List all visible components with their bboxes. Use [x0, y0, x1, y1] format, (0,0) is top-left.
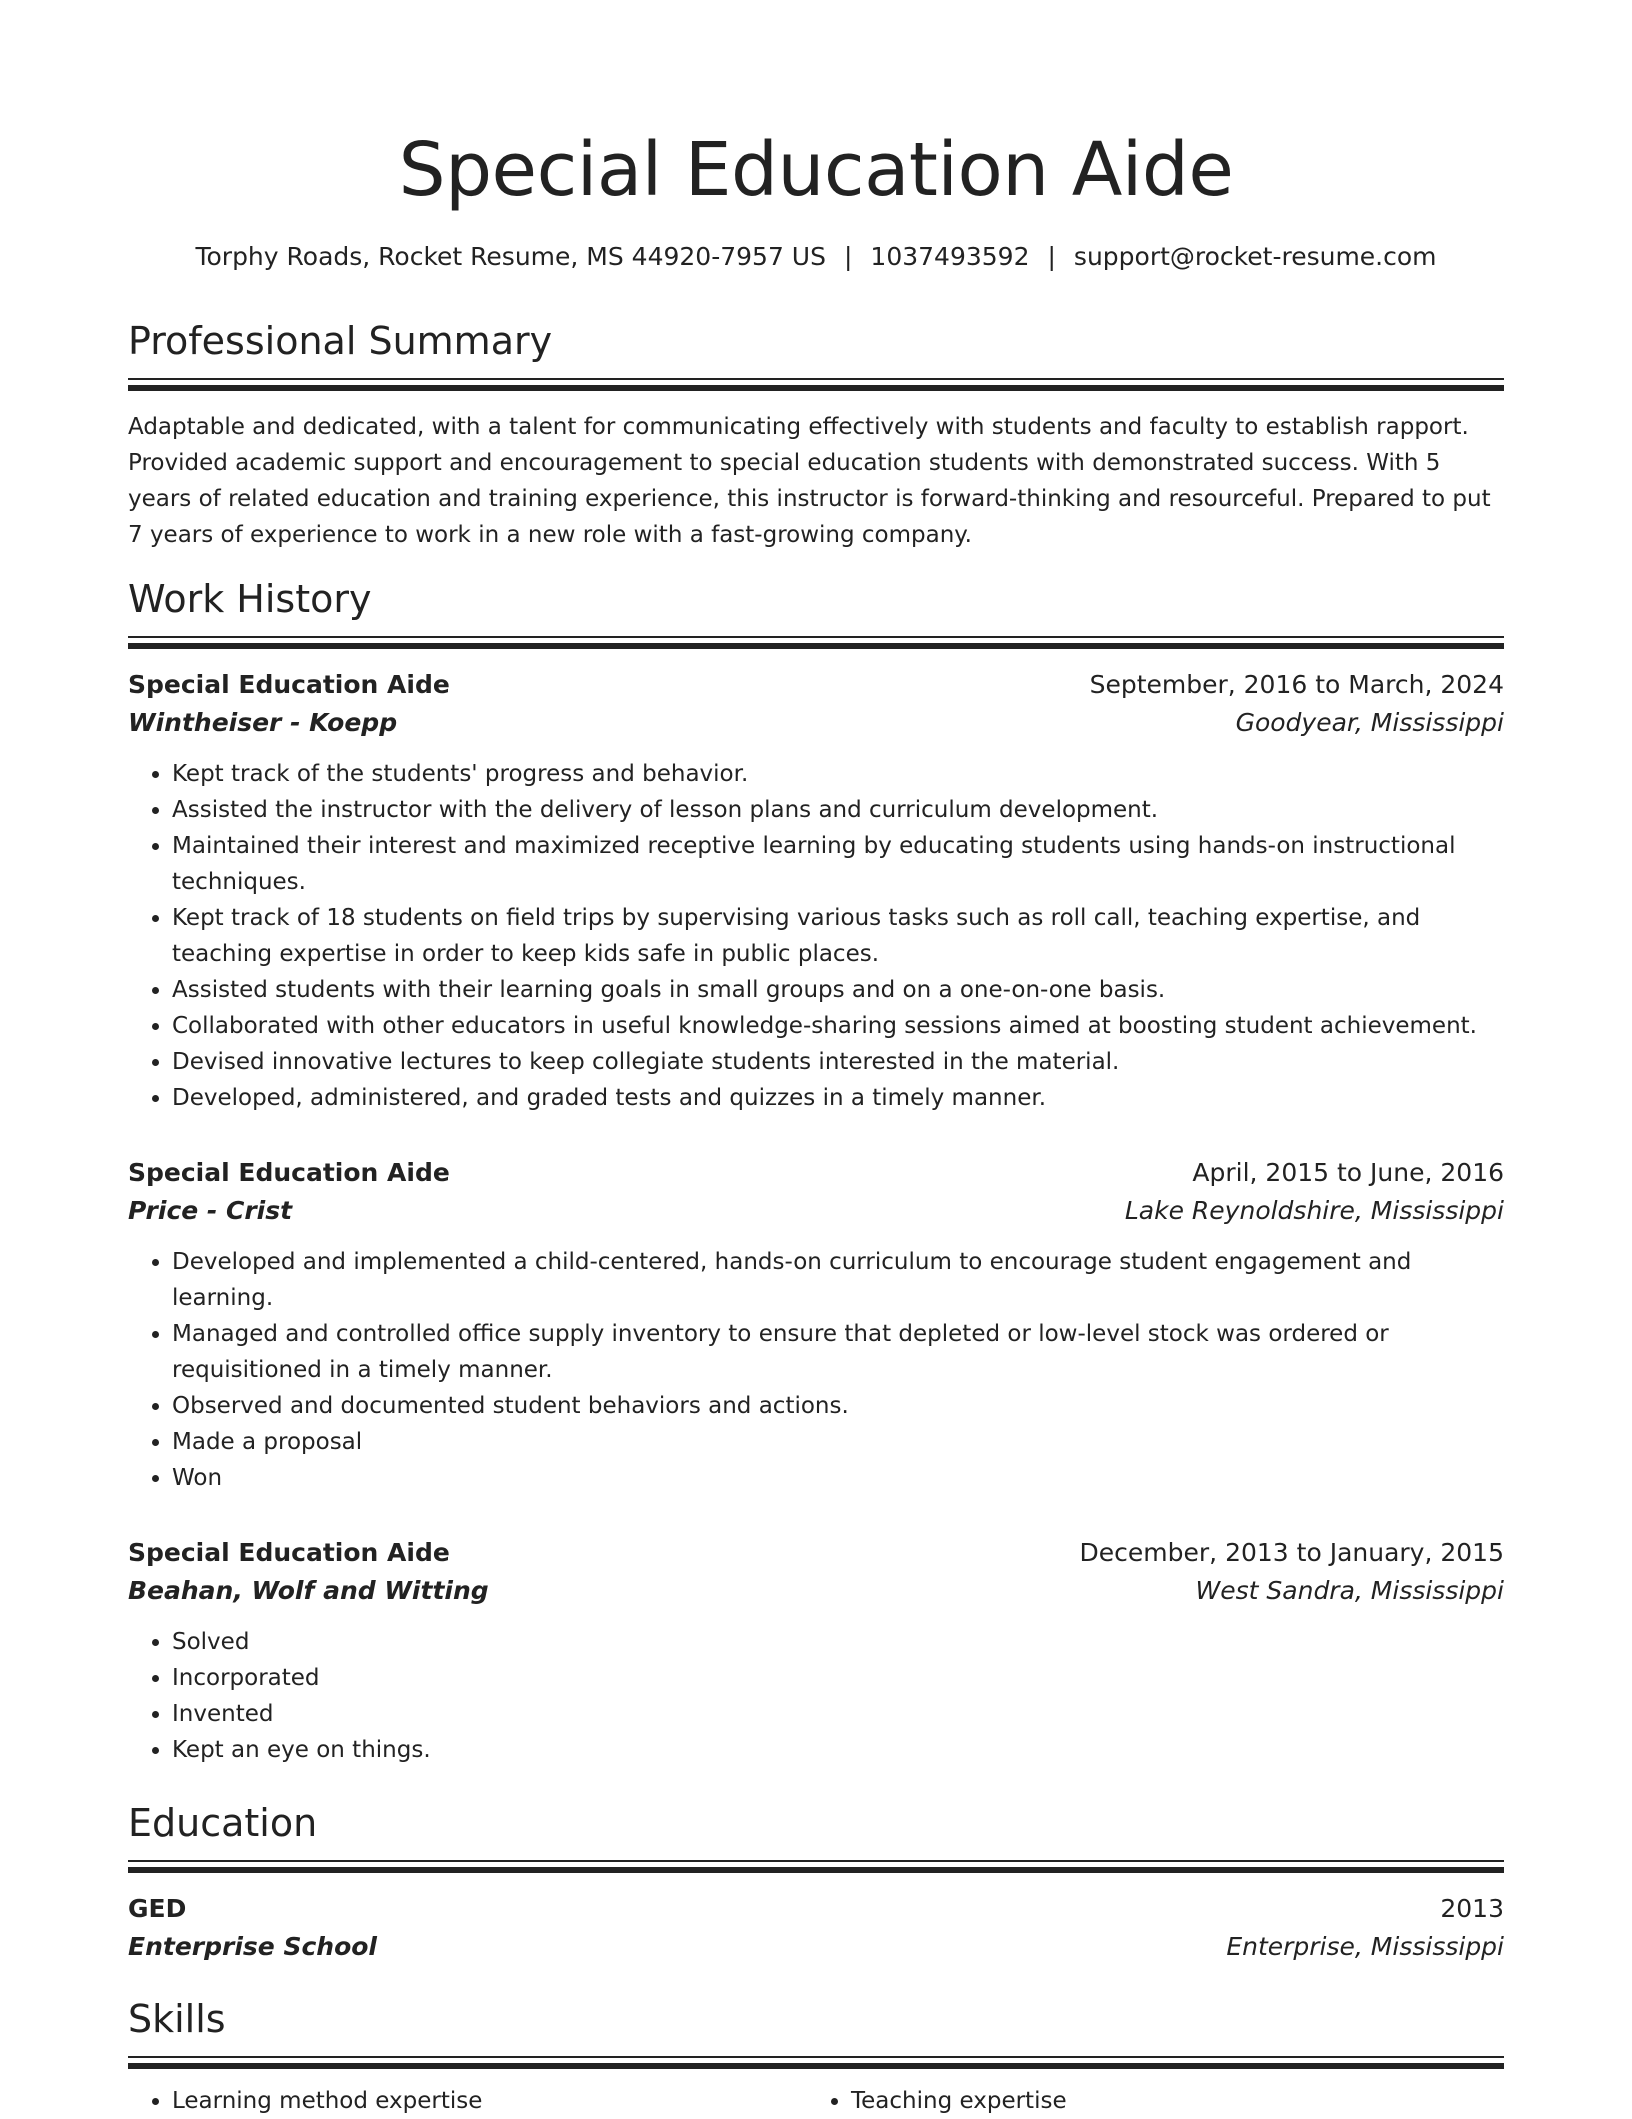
job-location: Lake Reynoldshire, Mississippi — [1124, 1196, 1504, 1225]
job-location: Goodyear, Mississippi — [1235, 708, 1504, 737]
job-entry — [128, 1154, 1504, 1496]
list-item: • Devised innovative lectures to keep collegiate students interested in the material. — [172, 1044, 1504, 1080]
section-title-skills: Skills — [128, 1997, 226, 2041]
job-entry — [128, 1534, 1504, 1768]
section-divider-thick — [128, 385, 1504, 391]
skill-item: • Teaching expertise — [851, 2083, 1486, 2119]
contact-line — [128, 240, 1504, 274]
candidate-name: Special Education Aide — [398, 127, 1234, 213]
list-item: • Maintained their interest and maximized receptive learning by educating students using hands-on instructional techniques. — [172, 828, 1504, 900]
section-divider — [128, 636, 1504, 638]
summary-text: Adaptable and dedicated, with a talent for communicating effectively with students and faculty to establish rapport. Provided academic support and encouragement to special education students with demonstrated success. With 5 years of related education and training experience, this instructor is forward-thinking and resourceful. Prepared to put 7 years of experience to work in a new role with a fast-growing company. — [128, 414, 1491, 548]
skills-list-left — [128, 2083, 807, 2119]
contact-phone: 1037493592 — [870, 242, 1030, 271]
job-company: Price - Crist — [128, 1196, 293, 1225]
list-item: • Invented — [172, 1696, 1504, 1732]
section-title-education: Education — [128, 1801, 318, 1845]
job-dates: September, 2016 to March, 2024 — [1089, 670, 1504, 699]
work-history-section — [128, 576, 1504, 649]
list-item: • Developed, administered, and graded tests and quizzes in a timely manner. — [172, 1080, 1504, 1116]
section-divider-thick — [128, 1867, 1504, 1873]
list-item: • Observed and documented student behaviors and actions. — [172, 1388, 1504, 1424]
education-section — [128, 1800, 1504, 1873]
section-divider — [128, 378, 1504, 380]
job-location: West Sandra, Mississippi — [1195, 1576, 1504, 1605]
job-company: Wintheiser - Koepp — [128, 708, 398, 737]
list-item: • Kept an eye on things. — [172, 1732, 1504, 1768]
job-title: Special Education Aide — [128, 670, 450, 699]
job-bullets — [128, 1624, 1504, 1768]
list-item: • Managed and controlled office supply inventory to ensure that depleted or low-level stock was ordered or requisitioned in a timely manner. — [172, 1316, 1504, 1388]
education-entry — [128, 1890, 1504, 1966]
contact-address: Torphy Roads, Rocket Resume, MS 44920-7957 US — [195, 242, 826, 271]
job-company: Beahan, Wolf and Witting — [128, 1576, 489, 1605]
job-title: Special Education Aide — [128, 1538, 450, 1567]
summary-section — [128, 318, 1504, 576]
list-item: • Made a proposal — [172, 1424, 1504, 1460]
list-item: • Developed and implemented a child-centered, hands-on curriculum to encourage student engagement and learning. — [172, 1244, 1504, 1316]
education-degree: GED — [128, 1894, 187, 1923]
job-dates: December, 2013 to January, 2015 — [1079, 1538, 1504, 1567]
list-item: • Kept track of the students' progress and behavior. — [172, 756, 1504, 792]
list-item: • Assisted students with their learning goals in small groups and on a one-on-one basis. — [172, 972, 1504, 1008]
education-location: Enterprise, Mississippi — [1226, 1932, 1504, 1961]
education-year: 2013 — [1440, 1894, 1504, 1923]
list-item: • Incorporated — [172, 1660, 1504, 1696]
section-divider — [128, 2056, 1504, 2058]
list-item: • Won — [172, 1460, 1504, 1496]
list-item: • Collaborated with other educators in useful knowledge-sharing sessions aimed at boosting student achievement. — [172, 1008, 1504, 1044]
skills-list-right — [807, 2083, 1486, 2119]
section-title-summary: Professional Summary — [128, 319, 553, 363]
list-item: • Assisted the instructor with the delivery of lesson plans and curriculum development. — [172, 792, 1504, 828]
skill-item: • Learning method expertise — [172, 2083, 807, 2119]
list-item: • Solved — [172, 1624, 1504, 1660]
job-title: Special Education Aide — [128, 1158, 450, 1187]
section-divider — [128, 1860, 1504, 1862]
education-school: Enterprise School — [128, 1932, 377, 1961]
job-bullets — [128, 756, 1504, 1116]
contact-email: support@rocket-resume.com — [1073, 242, 1437, 271]
job-entry — [128, 666, 1504, 1116]
resume-page — [128, 0, 1504, 2114]
contact-separator: | — [1047, 242, 1056, 271]
contact-separator: | — [843, 242, 853, 271]
section-title-work-history: Work History — [128, 577, 372, 621]
list-item: • Kept track of 18 students on field trips by supervising various tasks such as roll call, teaching expertise, and teaching expertise in order to keep kids safe in public places. — [172, 900, 1504, 972]
section-divider-thick — [128, 643, 1504, 649]
job-bullets — [128, 1244, 1504, 1496]
skills-section — [128, 1996, 1504, 2119]
job-dates: April, 2015 to June, 2016 — [1192, 1158, 1504, 1187]
